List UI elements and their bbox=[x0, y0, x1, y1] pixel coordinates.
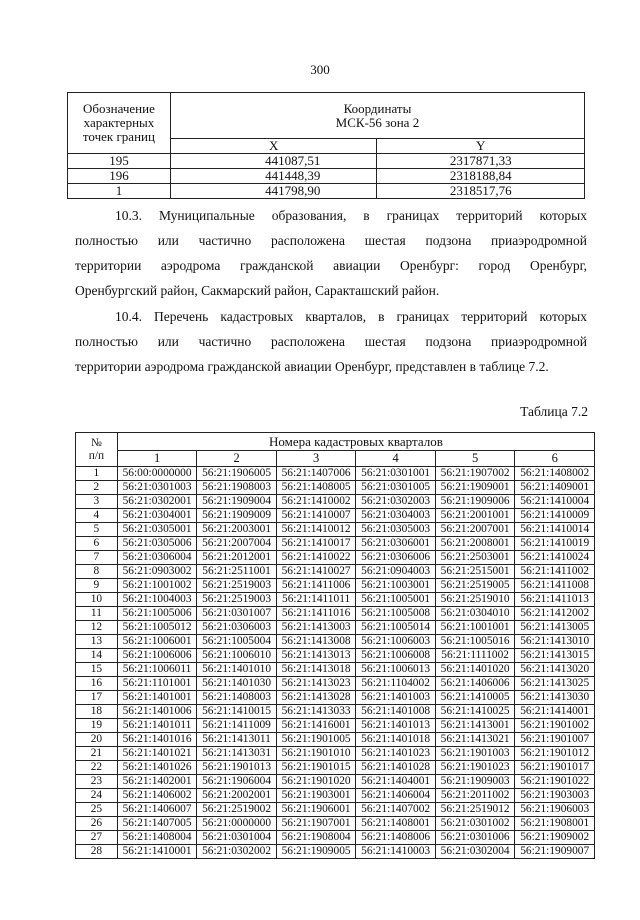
row-number-cell: 9 bbox=[76, 579, 118, 593]
cadastral-number-cell: 56:21:1906005 bbox=[197, 467, 277, 481]
table-row bbox=[76, 747, 595, 761]
cadastral-number-cell: 56:21:1408004 bbox=[117, 831, 197, 845]
cadastral-number-cell: 56:21:1909007 bbox=[515, 845, 595, 859]
table-row bbox=[76, 495, 595, 509]
coordinates-table bbox=[67, 92, 585, 199]
paragraph-10-3 bbox=[75, 203, 587, 303]
table-row bbox=[76, 733, 595, 747]
cadastral-number-cell: 56:21:2003001 bbox=[197, 523, 277, 537]
header-point-line-3: точек границ bbox=[82, 129, 155, 144]
cadastral-number-cell: 56:21:1410007 bbox=[276, 509, 356, 523]
paragraph-line: Оренбургский район, Сакмарский район, Саракташский район. bbox=[75, 283, 440, 298]
cadastral-number-cell: 56:21:1414001 bbox=[515, 705, 595, 719]
cadastral-number-cell: 56:21:1411011 bbox=[276, 593, 356, 607]
cadastral-number-cell: 56:21:1413008 bbox=[276, 635, 356, 649]
cadastral-number-cell: 56:21:1408002 bbox=[515, 467, 595, 481]
row-number-cell: 14 bbox=[76, 649, 118, 663]
cadastral-number-cell: 56:21:1903003 bbox=[515, 789, 595, 803]
table-row bbox=[76, 607, 595, 621]
cadastral-number-cell: 56:21:1901017 bbox=[515, 761, 595, 775]
cadastral-number-cell: 56:21:0301006 bbox=[435, 831, 515, 845]
cadastral-number-cell: 56:21:1410025 bbox=[435, 705, 515, 719]
header-y: Y bbox=[377, 139, 585, 154]
cadastral-number-cell: 56:21:1410009 bbox=[515, 509, 595, 523]
cadastral-number-cell: 56:21:1909003 bbox=[435, 775, 515, 789]
cadastral-number-cell: 56:21:1901012 bbox=[515, 747, 595, 761]
table-caption: Таблица 7.2 bbox=[520, 404, 588, 419]
cadastral-number-cell: 56:21:1407005 bbox=[117, 817, 197, 831]
cadastral-number-cell: 56:21:1901015 bbox=[276, 761, 356, 775]
table-row bbox=[76, 523, 595, 537]
cadastral-number-cell: 56:21:2519003 bbox=[197, 593, 277, 607]
cadastral-number-cell: 56:21:0305001 bbox=[117, 523, 197, 537]
cadastral-number-cell: 56:21:1909001 bbox=[435, 481, 515, 495]
cadastral-number-cell: 56:21:1401001 bbox=[117, 691, 197, 705]
cadastral-number-cell: 56:21:1903001 bbox=[276, 789, 356, 803]
cadastral-number-cell: 56:21:1416001 bbox=[276, 719, 356, 733]
coordinate-row bbox=[68, 169, 585, 184]
cadastral-number-cell: 56:21:1401026 bbox=[117, 761, 197, 775]
cadastral-number-cell: 56:21:1901022 bbox=[515, 775, 595, 789]
cadastral-number-cell: 56:21:1909004 bbox=[197, 495, 277, 509]
cadastral-number-cell: 56:21:1406006 bbox=[435, 677, 515, 691]
coordinates-body bbox=[68, 154, 585, 199]
cadastral-number-cell: 56:21:1401030 bbox=[197, 677, 277, 691]
point-cell: 195 bbox=[68, 154, 171, 169]
cadastral-number-cell: 56:21:1901002 bbox=[515, 719, 595, 733]
cadastral-number-cell: 56:21:1407002 bbox=[356, 803, 436, 817]
cadastral-number-cell: 56:21:1401003 bbox=[356, 691, 436, 705]
cadastral-number-cell: 56:21:1410001 bbox=[117, 845, 197, 859]
row-number-cell: 23 bbox=[76, 775, 118, 789]
row-number-cell: 4 bbox=[76, 509, 118, 523]
cadastral-number-cell: 56:21:1413031 bbox=[197, 747, 277, 761]
table-row bbox=[76, 705, 595, 719]
cadastral-number-cell: 56:21:1401028 bbox=[356, 761, 436, 775]
cadastral-number-cell: 56:21:1404001 bbox=[356, 775, 436, 789]
cadastral-number-cell: 56:21:0306006 bbox=[356, 551, 436, 565]
header-column-number: 5 bbox=[435, 451, 515, 467]
row-number-cell: 24 bbox=[76, 789, 118, 803]
cadastral-quarters-table bbox=[75, 432, 595, 859]
cadastral-number-cell: 56:21:2519002 bbox=[197, 803, 277, 817]
row-number-cell: 10 bbox=[76, 593, 118, 607]
header-point-line-1: Обозначение bbox=[83, 101, 155, 116]
cadastral-number-cell: 56:21:0000000 bbox=[197, 817, 277, 831]
header-coordinates-line-2: МСК-56 зона 2 bbox=[335, 114, 420, 130]
row-number-cell: 28 bbox=[76, 845, 118, 859]
cadastral-number-cell: 56:21:1901005 bbox=[276, 733, 356, 747]
header-coordinates bbox=[170, 93, 584, 139]
table-row bbox=[76, 635, 595, 649]
cadastral-number-cell: 56:21:1906003 bbox=[515, 803, 595, 817]
cadastral-number-cell: 56:21:1413033 bbox=[276, 705, 356, 719]
paragraph-line: 10.3. Муниципальные образования, в границах территорий которых bbox=[115, 208, 587, 223]
cadastral-number-cell: 56:21:1401006 bbox=[117, 705, 197, 719]
table-row bbox=[76, 803, 595, 817]
header-column-number: 3 bbox=[276, 451, 356, 467]
cadastral-number-cell: 56:21:1409001 bbox=[515, 481, 595, 495]
cadastral-number-cell: 56:21:1111002 bbox=[435, 649, 515, 663]
cadastral-number-cell: 56:21:1005004 bbox=[197, 635, 277, 649]
table-row bbox=[76, 467, 595, 481]
cadastral-number-cell: 56:21:0302003 bbox=[356, 495, 436, 509]
table-row bbox=[76, 845, 595, 859]
header-point-line-2: характерных bbox=[83, 115, 155, 130]
row-number-cell: 11 bbox=[76, 607, 118, 621]
cadastral-number-cell: 56:21:1410024 bbox=[515, 551, 595, 565]
cadastral-number-cell: 56:21:1413025 bbox=[515, 677, 595, 691]
row-number-cell: 20 bbox=[76, 733, 118, 747]
cadastral-number-cell: 56:21:1401013 bbox=[356, 719, 436, 733]
cadastral-number-cell: 56:21:2011002 bbox=[435, 789, 515, 803]
x-cell: 441087,51 bbox=[170, 154, 377, 169]
cadastral-number-cell: 56:21:0302001 bbox=[117, 495, 197, 509]
cadastral-number-cell: 56:21:0301002 bbox=[435, 817, 515, 831]
cadastral-number-cell: 56:21:1411013 bbox=[515, 593, 595, 607]
cadastral-number-cell: 56:21:1901020 bbox=[276, 775, 356, 789]
table-row bbox=[76, 719, 595, 733]
cadastral-number-cell: 56:21:2002001 bbox=[197, 789, 277, 803]
header-cadastral-title: Номера кадастровых кварталов bbox=[117, 433, 594, 451]
cadastral-number-cell: 56:21:1413030 bbox=[515, 691, 595, 705]
cadastral-number-cell: 56:21:1411002 bbox=[515, 565, 595, 579]
row-number-cell: 26 bbox=[76, 817, 118, 831]
cadastral-number-cell: 56:21:1401008 bbox=[356, 705, 436, 719]
paragraph-line: полностью или частично расположена шестая подзона приаэродромной bbox=[75, 334, 587, 349]
cadastral-number-cell: 56:21:1401010 bbox=[197, 663, 277, 677]
cadastral-number-cell: 56:21:0306003 bbox=[197, 621, 277, 635]
cadastral-number-cell: 56:21:1413010 bbox=[515, 635, 595, 649]
cadastral-number-cell: 56:21:1005014 bbox=[356, 621, 436, 635]
header-column-number: 4 bbox=[356, 451, 436, 467]
cadastral-number-cell: 56:21:1413015 bbox=[515, 649, 595, 663]
table-row bbox=[76, 621, 595, 635]
coordinate-row bbox=[68, 154, 585, 169]
cadastral-number-cell: 56:21:1401011 bbox=[117, 719, 197, 733]
cadastral-number-cell: 56:21:2511001 bbox=[197, 565, 277, 579]
cadastral-number-cell: 56:21:2008001 bbox=[435, 537, 515, 551]
row-number-cell: 15 bbox=[76, 663, 118, 677]
cadastral-number-cell: 56:21:1101001 bbox=[117, 677, 197, 691]
cadastral-body bbox=[76, 467, 595, 859]
row-number-cell: 12 bbox=[76, 621, 118, 635]
table-row bbox=[76, 775, 595, 789]
cadastral-number-cell: 56:21:1006006 bbox=[117, 649, 197, 663]
point-cell: 196 bbox=[68, 169, 171, 184]
table-row bbox=[76, 537, 595, 551]
cadastral-number-cell: 56:21:1410022 bbox=[276, 551, 356, 565]
cadastral-number-cell: 56:21:1908004 bbox=[276, 831, 356, 845]
cadastral-number-cell: 56:21:1402001 bbox=[117, 775, 197, 789]
cadastral-number-cell: 56:21:1901007 bbox=[515, 733, 595, 747]
table-row bbox=[76, 481, 595, 495]
paragraph-10-4 bbox=[75, 304, 587, 379]
cadastral-number-cell: 56:21:1406002 bbox=[117, 789, 197, 803]
table-row bbox=[76, 579, 595, 593]
cadastral-number-cell: 56:21:1413013 bbox=[276, 649, 356, 663]
cadastral-number-cell: 56:21:1005012 bbox=[117, 621, 197, 635]
cadastral-number-cell: 56:21:1901010 bbox=[276, 747, 356, 761]
cadastral-number-cell: 56:21:1006013 bbox=[356, 663, 436, 677]
cadastral-number-cell: 56:21:1909009 bbox=[197, 509, 277, 523]
cadastral-number-cell: 56:21:1410014 bbox=[515, 523, 595, 537]
cadastral-number-cell: 56:21:1413001 bbox=[435, 719, 515, 733]
cadastral-number-cell: 56:21:0305003 bbox=[356, 523, 436, 537]
cadastral-number-cell: 56:21:1413005 bbox=[515, 621, 595, 635]
y-cell: 2318517,76 bbox=[377, 184, 585, 199]
cadastral-number-cell: 56:21:1909005 bbox=[276, 845, 356, 859]
cadastral-number-cell: 56:21:0304003 bbox=[356, 509, 436, 523]
row-number-cell: 13 bbox=[76, 635, 118, 649]
cadastral-number-cell: 56:21:1410003 bbox=[356, 845, 436, 859]
cadastral-number-cell: 56:21:1408005 bbox=[276, 481, 356, 495]
cadastral-number-cell: 56:21:1406007 bbox=[117, 803, 197, 817]
row-number-cell: 2 bbox=[76, 481, 118, 495]
cadastral-number-cell: 56:21:1412002 bbox=[515, 607, 595, 621]
cadastral-number-cell: 56:21:2519005 bbox=[435, 579, 515, 593]
cadastral-number-cell: 56:21:0301001 bbox=[356, 467, 436, 481]
cadastral-number-cell: 56:21:0306001 bbox=[356, 537, 436, 551]
cadastral-number-cell: 56:21:0301005 bbox=[356, 481, 436, 495]
cadastral-number-cell: 56:21:1005006 bbox=[117, 607, 197, 621]
cadastral-number-cell: 56:21:1006003 bbox=[356, 635, 436, 649]
cadastral-number-cell: 56:21:0301007 bbox=[197, 607, 277, 621]
cadastral-number-cell: 56:21:0903002 bbox=[117, 565, 197, 579]
header-row-number bbox=[76, 433, 118, 467]
cadastral-number-cell: 56:21:1906004 bbox=[197, 775, 277, 789]
cadastral-number-cell: 56:21:0302004 bbox=[435, 845, 515, 859]
cadastral-number-cell: 56:21:2012001 bbox=[197, 551, 277, 565]
cadastral-number-cell: 56:21:2519012 bbox=[435, 803, 515, 817]
cadastral-number-cell: 56:21:1406004 bbox=[356, 789, 436, 803]
row-number-cell: 6 bbox=[76, 537, 118, 551]
cadastral-number-cell: 56:21:2519010 bbox=[435, 593, 515, 607]
cadastral-number-cell: 56:21:1407006 bbox=[276, 467, 356, 481]
cadastral-number-cell: 56:21:2001001 bbox=[435, 509, 515, 523]
cadastral-number-cell: 56:21:1906001 bbox=[276, 803, 356, 817]
cadastral-number-cell: 56:21:1907002 bbox=[435, 467, 515, 481]
table-row bbox=[76, 761, 595, 775]
cadastral-number-cell: 56:21:1908001 bbox=[515, 817, 595, 831]
cadastral-number-cell: 56:21:1003001 bbox=[356, 579, 436, 593]
cadastral-number-cell: 56:21:1006001 bbox=[117, 635, 197, 649]
cadastral-number-cell: 56:21:1410002 bbox=[276, 495, 356, 509]
cadastral-number-cell: 56:21:0304010 bbox=[435, 607, 515, 621]
cadastral-number-cell: 56:21:0904003 bbox=[356, 565, 436, 579]
cadastral-number-cell: 56:21:1001001 bbox=[435, 621, 515, 635]
header-column-number: 6 bbox=[515, 451, 595, 467]
cadastral-number-cell: 56:21:2515001 bbox=[435, 565, 515, 579]
row-number-cell: 1 bbox=[76, 467, 118, 481]
row-number-cell: 18 bbox=[76, 705, 118, 719]
row-number-cell: 19 bbox=[76, 719, 118, 733]
cadastral-number-cell: 56:21:1413018 bbox=[276, 663, 356, 677]
cadastral-number-cell: 56:21:1411008 bbox=[515, 579, 595, 593]
cadastral-number-cell: 56:21:1413021 bbox=[435, 733, 515, 747]
cadastral-number-cell: 56:21:1413003 bbox=[276, 621, 356, 635]
cadastral-number-cell: 56:21:1006010 bbox=[197, 649, 277, 663]
cadastral-number-cell: 56:21:1901003 bbox=[435, 747, 515, 761]
header-column-number: 1 bbox=[117, 451, 197, 467]
cadastral-number-cell: 56:21:1401021 bbox=[117, 747, 197, 761]
y-cell: 2317871,33 bbox=[377, 154, 585, 169]
header-coordinates-line-1: Координаты bbox=[343, 100, 412, 116]
x-cell: 441448,39 bbox=[170, 169, 377, 184]
cadastral-number-cell: 56:21:1006011 bbox=[117, 663, 197, 677]
table-row bbox=[76, 649, 595, 663]
cadastral-number-cell: 56:21:1004003 bbox=[117, 593, 197, 607]
table-row bbox=[76, 831, 595, 845]
header-point-designation bbox=[68, 93, 171, 154]
cadastral-number-cell: 56:21:1408001 bbox=[356, 817, 436, 831]
row-number-cell: 3 bbox=[76, 495, 118, 509]
cadastral-number-cell: 56:21:1410005 bbox=[435, 691, 515, 705]
table-row bbox=[76, 565, 595, 579]
cadastral-number-cell: 56:21:1909006 bbox=[435, 495, 515, 509]
row-number-cell: 16 bbox=[76, 677, 118, 691]
cadastral-number-cell: 56:21:1005016 bbox=[435, 635, 515, 649]
row-number-cell: 7 bbox=[76, 551, 118, 565]
cadastral-number-cell: 56:21:1408003 bbox=[197, 691, 277, 705]
cadastral-number-cell: 56:21:1901013 bbox=[197, 761, 277, 775]
cadastral-number-cell: 56:21:1408006 bbox=[356, 831, 436, 845]
cadastral-number-cell: 56:21:1401016 bbox=[117, 733, 197, 747]
header-column-number: 2 bbox=[197, 451, 277, 467]
cadastral-number-cell: 56:21:1410012 bbox=[276, 523, 356, 537]
row-number-cell: 8 bbox=[76, 565, 118, 579]
cadastral-number-cell: 56:21:1413011 bbox=[197, 733, 277, 747]
cadastral-number-cell: 56:21:0301004 bbox=[197, 831, 277, 845]
cadastral-number-cell: 56:21:1401023 bbox=[356, 747, 436, 761]
table-row bbox=[76, 677, 595, 691]
cadastral-number-cell: 56:21:1410027 bbox=[276, 565, 356, 579]
x-cell: 441798,90 bbox=[170, 184, 377, 199]
cadastral-number-cell: 56:21:2503001 bbox=[435, 551, 515, 565]
table-row bbox=[76, 691, 595, 705]
paragraph-line: полностью или частично расположена шестая подзона приаэродромной bbox=[75, 233, 587, 248]
cadastral-number-cell: 56:21:1104002 bbox=[356, 677, 436, 691]
cadastral-number-cell: 56:21:0302002 bbox=[197, 845, 277, 859]
table-row bbox=[76, 551, 595, 565]
table-row bbox=[76, 663, 595, 677]
cadastral-number-cell: 56:00:0000000 bbox=[117, 467, 197, 481]
cadastral-number-cell: 56:21:1411016 bbox=[276, 607, 356, 621]
page-number: 300 bbox=[310, 62, 330, 77]
point-cell: 1 bbox=[68, 184, 171, 199]
paragraph-line: территории аэродрома гражданской авиации Оренбург, представлен в таблице 7.2. bbox=[75, 359, 549, 374]
cadastral-number-cell: 56:21:2007001 bbox=[435, 523, 515, 537]
cadastral-number-cell: 56:21:1006008 bbox=[356, 649, 436, 663]
cadastral-number-cell: 56:21:0304001 bbox=[117, 509, 197, 523]
header-pp: п/п bbox=[88, 449, 105, 462]
cadastral-number-cell: 56:21:1410019 bbox=[515, 537, 595, 551]
cadastral-number-cell: 56:21:2519003 bbox=[197, 579, 277, 593]
cadastral-number-cell: 56:21:1401020 bbox=[435, 663, 515, 677]
header-column-numbers bbox=[76, 451, 595, 467]
cadastral-number-cell: 56:21:1411006 bbox=[276, 579, 356, 593]
cadastral-number-cell: 56:21:1908003 bbox=[197, 481, 277, 495]
cadastral-number-cell: 56:21:1005008 bbox=[356, 607, 436, 621]
paragraph-line: 10.4. Перечень кадастровых кварталов, в границах территорий которых bbox=[115, 309, 587, 324]
cadastral-number-cell: 56:21:1909002 bbox=[515, 831, 595, 845]
header-number-sign: № bbox=[90, 436, 102, 449]
row-number-cell: 5 bbox=[76, 523, 118, 537]
cadastral-number-cell: 56:21:1401018 bbox=[356, 733, 436, 747]
paragraph-line: территории аэродрома гражданской авиации Оренбург: город Оренбург, bbox=[75, 258, 587, 273]
row-number-cell: 17 bbox=[76, 691, 118, 705]
cadastral-number-cell: 56:21:1001002 bbox=[117, 579, 197, 593]
cadastral-number-cell: 56:21:2007004 bbox=[197, 537, 277, 551]
table-row bbox=[76, 509, 595, 523]
header-x: X bbox=[170, 139, 377, 154]
cadastral-number-cell: 56:21:1901023 bbox=[435, 761, 515, 775]
cadastral-number-cell: 56:21:1410017 bbox=[276, 537, 356, 551]
row-number-cell: 25 bbox=[76, 803, 118, 817]
cadastral-number-cell: 56:21:1410015 bbox=[197, 705, 277, 719]
cadastral-number-cell: 56:21:1411009 bbox=[197, 719, 277, 733]
cadastral-number-cell: 56:21:0306004 bbox=[117, 551, 197, 565]
coordinate-row bbox=[68, 184, 585, 199]
row-number-cell: 22 bbox=[76, 761, 118, 775]
cadastral-number-cell: 56:21:1410004 bbox=[515, 495, 595, 509]
table-row bbox=[76, 789, 595, 803]
cadastral-number-cell: 56:21:1005001 bbox=[356, 593, 436, 607]
table-row bbox=[76, 593, 595, 607]
cadastral-number-cell: 56:21:1413023 bbox=[276, 677, 356, 691]
row-number-cell: 27 bbox=[76, 831, 118, 845]
row-number-cell: 21 bbox=[76, 747, 118, 761]
cadastral-number-cell: 56:21:0305006 bbox=[117, 537, 197, 551]
y-cell: 2318188,84 bbox=[377, 169, 585, 184]
table-row bbox=[76, 817, 595, 831]
cadastral-number-cell: 56:21:1413020 bbox=[515, 663, 595, 677]
cadastral-number-cell: 56:21:1413028 bbox=[276, 691, 356, 705]
cadastral-number-cell: 56:21:0301003 bbox=[117, 481, 197, 495]
cadastral-number-cell: 56:21:1907001 bbox=[276, 817, 356, 831]
